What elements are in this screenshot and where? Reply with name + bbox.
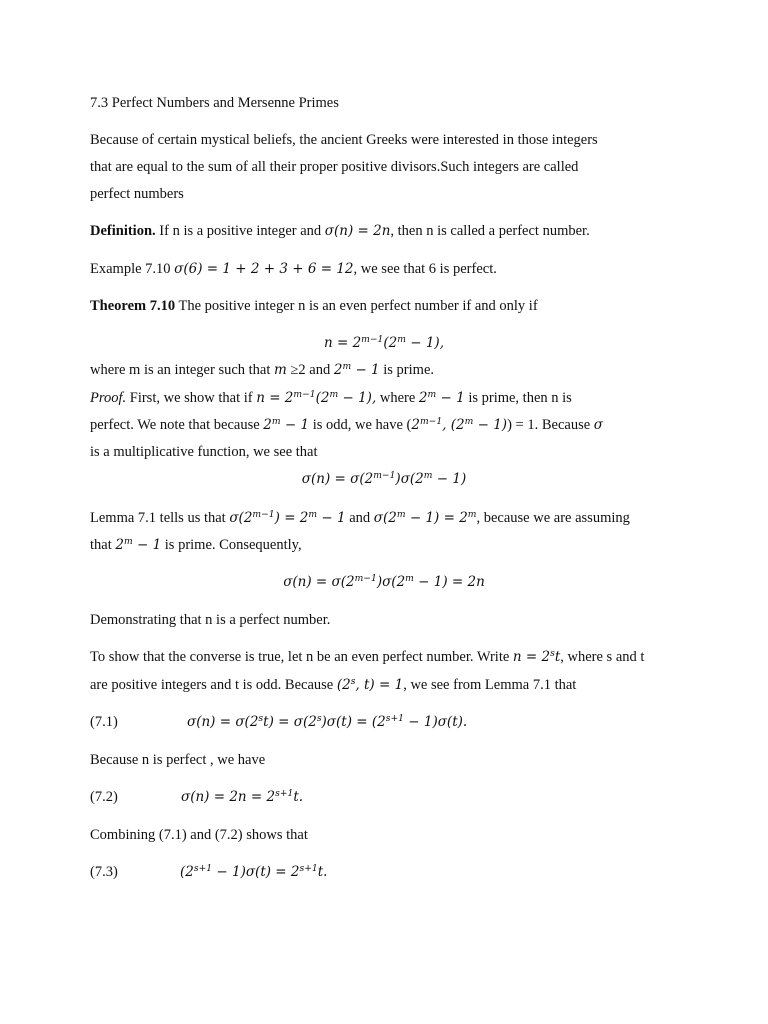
- theorem-equation: $n = 2^{m-1}(2^m - 1)$,: [323, 333, 444, 351]
- definition-formula: σ(n) = 2n: [324, 223, 391, 239]
- converse-line-1: To show that the converse is true, let n be an even perfect number. Write $n = 2^st$, where s and t: [90, 647, 645, 665]
- converse-line-2: are positive integers and t is odd. Because (2$^s$, t) = 1, we see from Lemma 7.1 that: [90, 675, 577, 693]
- intro-line-3: perfect numbers: [90, 186, 184, 202]
- definition-line: Definition. If n is a positive integer and σ(n) = 2n, then n is called a perfect number.: [90, 223, 590, 239]
- example-formula: σ(6) = 1 + 2 + 3 + 6 = 12: [174, 261, 354, 277]
- proof-equation-1: $\sigma(n) = \sigma(2^{m-1})\sigma(2^m - 1)$: [301, 469, 467, 487]
- intro-line-1: Because of certain mystical beliefs, the ancient Greeks were interested in those integers: [90, 132, 598, 148]
- equation-7-2: [90, 787, 304, 806]
- proof-conclusion: Demonstrating that n is a perfect number.: [90, 612, 331, 628]
- equation-number: (7.2): [90, 789, 118, 805]
- theorem-label: Theorem 7.10: [90, 298, 176, 314]
- definition-label: Definition.: [90, 223, 156, 239]
- theorem-condition: where m is an integer such that m ≥2 and $2^m - 1$ is prime.: [90, 360, 435, 378]
- intro-line-2: that are equal to the sum of all their proper positive divisors.Such integers are called: [90, 159, 579, 175]
- combining-line: Combining (7.1) and (7.2) shows that: [90, 827, 308, 843]
- section-title: 7.3 Perfect Numbers and Mersenne Primes: [90, 95, 339, 111]
- proof-equation-2: $\sigma(n) = \sigma(2^{m-1})\sigma(2^m - 1) = 2n$: [283, 572, 485, 590]
- theorem-line: Theorem 7.10 The positive integer n is an even perfect number if and only if: [90, 298, 538, 314]
- equation-number: (7.1): [90, 714, 118, 730]
- proof-line-1: Proof. First, we show that if $n = 2^{m-1}(2^m - 1)$, where $2^m - 1$ is prime, then n is: [90, 388, 572, 406]
- perfect-line: Because n is perfect , we have: [90, 752, 266, 768]
- proof-line-5: that $2^m - 1$ is prime. Consequently,: [90, 535, 302, 553]
- equation-body: $\sigma(n) = \sigma(2^st) = \sigma(2^s)\sigma(t) = (2^{s+1} - 1)\sigma(t)$.: [187, 712, 468, 730]
- equation-7-3: [90, 862, 328, 881]
- example-label: Example 7.10: [90, 261, 175, 277]
- proof-line-4: Lemma 7.1 tells us that $\sigma(2^{m-1}) = 2^m - 1$ and $\sigma(2^m - 1) = 2^m$, because we are assuming: [90, 508, 630, 526]
- equation-7-1: [90, 712, 468, 731]
- equation-number: (7.3): [90, 864, 118, 880]
- equation-body: $\sigma(n) = 2n = 2^{s+1}t$.: [181, 787, 304, 805]
- proof-label: Proof.: [90, 390, 127, 406]
- proof-line-3: is a multiplicative function, we see that: [90, 444, 318, 460]
- equation-body: $(2^{s+1} - 1)\sigma(t) = 2^{s+1}t$.: [180, 862, 328, 880]
- example-line: Example 7.10 σ(6) = 1 + 2 + 3 + 6 = 12, we see that 6 is perfect.: [90, 261, 497, 277]
- proof-line-2: perfect. We note that because $2^m - 1$ is odd, we have ($2^{m-1}$, $(2^m - 1)) = 1$. Because σ: [90, 415, 603, 433]
